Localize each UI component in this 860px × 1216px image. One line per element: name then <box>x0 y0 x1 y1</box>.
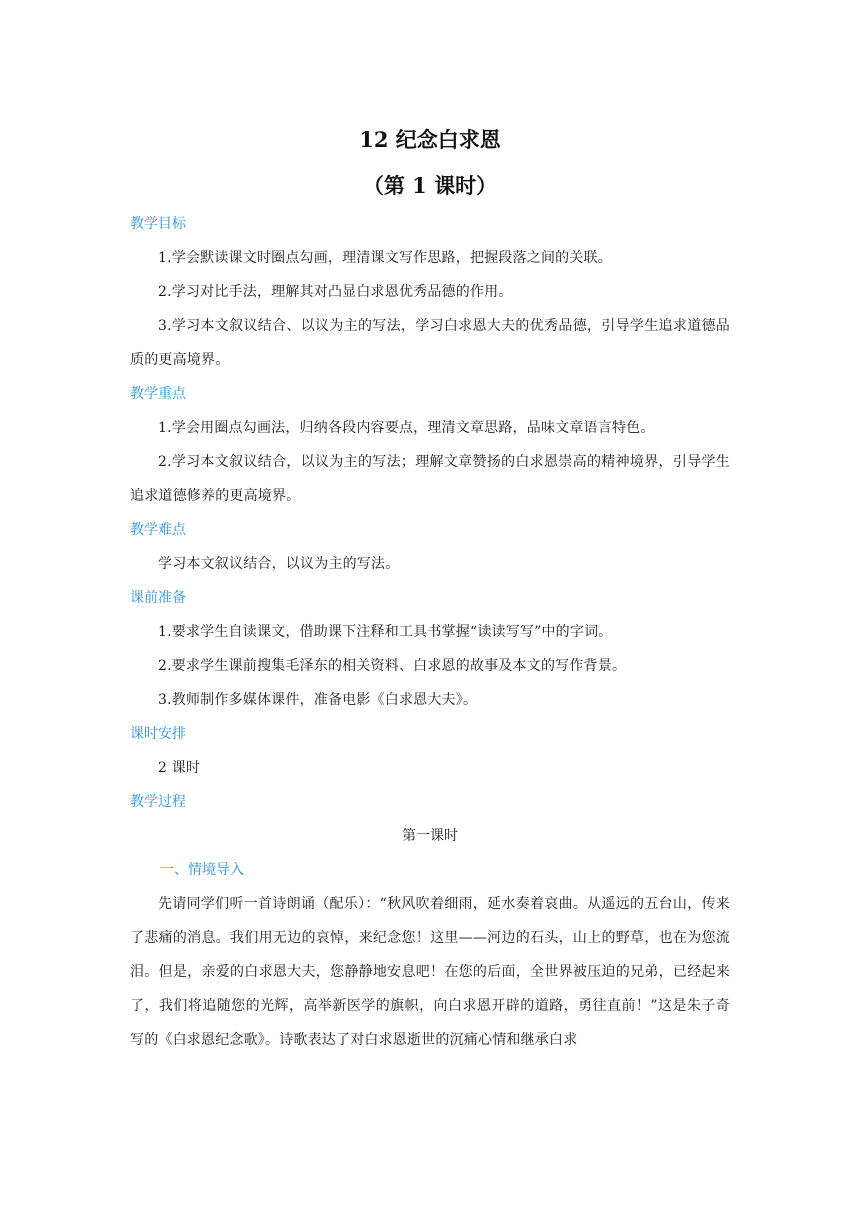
preparation-item: 1.要求学生自读课文，借助课下注释和工具书掌握“读读写写”中的字词。 <box>158 624 613 640</box>
section-heading-preparation: 课前准备 <box>130 590 186 606</box>
key-point-item: 2.学习本文叙议结合，以议为主的写法；理解文章赞扬的白求恩崇高的精神境界，引导学生追求道德修养的更高境界。 <box>130 454 730 504</box>
preparation-item: 2.要求学生课前搜集毛泽东的相关资料、白求恩的故事及本文的写作背景。 <box>158 658 627 674</box>
step-intro-text: 先请同学们听一首诗朗诵（配乐）：“秋风吹着细雨，延水奏着哀曲。从遥远的五台山，传来了悲痛的消息。我们用无边的哀悼，来纪念您！这里——河边的石头，山上的野草，也在为您流泪。但是，亲爱的白求恩大夫，您静静地安息吧！在您的后面，全世界被压迫的兄弟，已经起来了，我们将追随您的光辉，高举新医学的旗帜，向白求恩开辟的道路，勇往直前！”这是朱子奇写的《白求恩纪念歌》。诗歌表达了对白求恩逝世的沉痛心情和继承白求 <box>130 896 730 1048</box>
page-subtitle: （第 1 课时） <box>362 173 498 198</box>
key-point-item: 1.学会用圈点勾画法，归纳各段内容要点，理清文章思路，品味文章语言特色。 <box>158 420 655 436</box>
step-heading-intro: 一、情境导入 <box>160 862 244 878</box>
preparation-item: 3.教师制作多媒体课件，准备电影《白求恩大夫》。 <box>158 692 478 708</box>
lesson-label: 第一课时 <box>402 828 458 844</box>
section-heading-goals: 教学目标 <box>130 216 186 232</box>
page-title: 12 纪念白求恩 <box>359 127 501 152</box>
document-body <box>130 207 730 1057</box>
goal-item: 2.学习对比手法，理解其对凸显白求恩优秀品德的作用。 <box>158 284 513 300</box>
goal-item: 3.学习本文叙议结合、以议为主的写法，学习白求恩大夫的优秀品德，引导学生追求道德品质的更高境界。 <box>130 318 730 368</box>
section-heading-key-points: 教学重点 <box>130 386 186 402</box>
schedule-item: 2 课时 <box>158 760 201 776</box>
section-heading-process: 教学过程 <box>130 794 186 810</box>
goal-item: 1.学会默读课文时圈点勾画，理清课文写作思路，把握段落之间的关联。 <box>158 250 612 266</box>
difficulty-item: 学习本文叙议结合，以议为主的写法。 <box>158 556 400 572</box>
section-heading-difficulties: 教学难点 <box>130 522 186 538</box>
section-heading-schedule: 课时安排 <box>130 726 186 742</box>
